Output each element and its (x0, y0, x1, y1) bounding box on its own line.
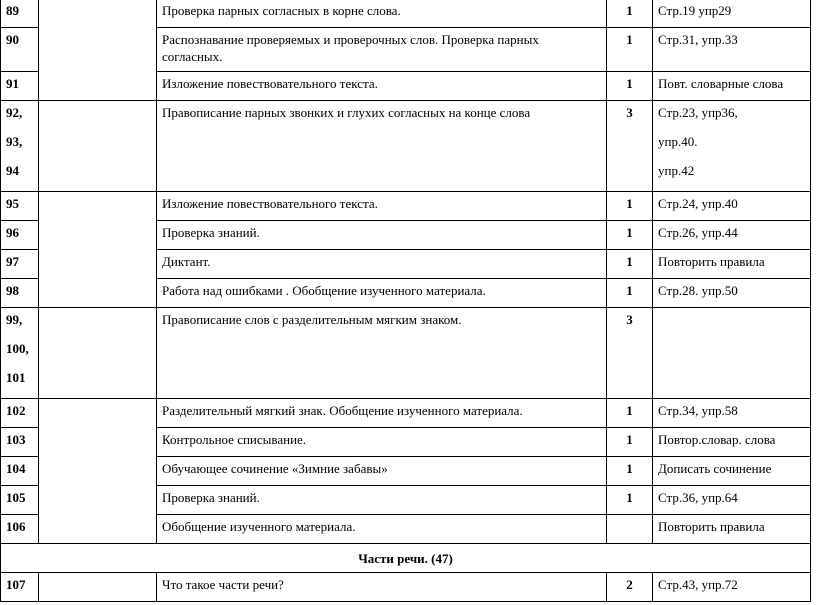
lesson-hours: 1 (607, 72, 653, 101)
table-row (1, 0, 811, 28)
lesson-number: 103 (1, 428, 39, 457)
lesson-hours: 3 (607, 308, 653, 399)
lesson-topic: Правописание слов с разделительным мягким знаком. (157, 308, 607, 399)
lesson-number: 102 (1, 399, 39, 428)
lesson-number: 97 (1, 250, 39, 279)
lesson-number-part: 99, (6, 312, 23, 327)
lesson-topic: Распознавание проверяемых и проверочных слов. Проверка парных согласных. (157, 28, 607, 72)
homework: Стр.28. упр.50 (653, 279, 811, 308)
homework: Стр.19 упр29 (653, 0, 811, 28)
date-cell (39, 101, 157, 192)
lesson-hours: 1 (607, 399, 653, 428)
lesson-hours: 1 (607, 486, 653, 515)
table-row (1, 101, 811, 192)
date-cell (39, 0, 157, 101)
homework: Стр.24, упр.40 (653, 192, 811, 221)
homework-part: упр.40. (658, 134, 698, 149)
table-row (1, 308, 811, 399)
homework: Дописать сочинение (653, 457, 811, 486)
lesson-number: 91 (1, 72, 39, 101)
lesson-number-part: 93, (6, 134, 23, 149)
date-cell (39, 192, 157, 308)
lesson-topic: Что такое части речи? (157, 573, 607, 602)
lesson-hours: 1 (607, 0, 653, 28)
homework: Стр.31, упр.33 (653, 28, 811, 72)
lesson-number: 98 (1, 279, 39, 308)
homework: Повтор.словар. слова (653, 428, 811, 457)
lesson-number: 95 (1, 192, 39, 221)
homework: Повторить правила (653, 250, 811, 279)
lesson-number-part: 101 (6, 370, 26, 385)
lesson-topic: Обобщение изученного материала. (157, 515, 607, 544)
table-row (1, 192, 811, 221)
lesson-number: 105 (1, 486, 39, 515)
homework: Стр.26, упр.44 (653, 221, 811, 250)
lesson-topic: Контрольное списывание. (157, 428, 607, 457)
lesson-number: 96 (1, 221, 39, 250)
date-cell (39, 573, 157, 602)
lesson-number: 107 (1, 573, 39, 602)
lesson-number (1, 101, 39, 192)
lesson-topic: Разделительный мягкий знак. Обобщение изученного материала. (157, 399, 607, 428)
lesson-hours: 1 (607, 457, 653, 486)
lesson-topic: Изложение повествовательного текста. (157, 192, 607, 221)
lesson-topic: Изложение повествовательного текста. (157, 72, 607, 101)
lesson-hours: 1 (607, 221, 653, 250)
homework: Стр.43, упр.72 (653, 573, 811, 602)
lesson-number: 104 (1, 457, 39, 486)
lesson-topic: Обучающее сочинение «Зимние забавы» (157, 457, 607, 486)
lesson-hours: 1 (607, 192, 653, 221)
lesson-number: 106 (1, 515, 39, 544)
date-cell (39, 308, 157, 399)
lesson-number (1, 308, 39, 399)
lesson-hours: 1 (607, 279, 653, 308)
homework (653, 101, 811, 192)
homework-part: Стр.23, упр36, (658, 105, 738, 120)
lesson-number-part: 92, (6, 105, 23, 120)
homework: Стр.36, упр.64 (653, 486, 811, 515)
lesson-hours: 1 (607, 428, 653, 457)
lesson-hours: 1 (607, 250, 653, 279)
lesson-number: 89 (1, 0, 39, 28)
lesson-topic: Проверка знаний. (157, 221, 607, 250)
homework: Повт. словарные слова (653, 72, 811, 101)
lesson-topic: Проверка парных согласных в корне слова. (157, 0, 607, 28)
section-header-row (1, 544, 811, 573)
section-title: Части речи. (47) (1, 544, 811, 573)
date-cell (39, 399, 157, 544)
homework: Стр.34, упр.58 (653, 399, 811, 428)
lesson-topic: Диктант. (157, 250, 607, 279)
homework: Повторить правила (653, 515, 811, 544)
lesson-hours: 1 (607, 28, 653, 72)
table-row (1, 573, 811, 602)
lesson-number: 90 (1, 28, 39, 72)
lesson-number-part: 100, (6, 341, 29, 356)
lesson-topic: Работа над ошибками . Обобщение изученного материала. (157, 279, 607, 308)
homework (653, 308, 811, 399)
lesson-hours (607, 515, 653, 544)
lesson-number-part: 94 (6, 163, 19, 178)
table-row (1, 399, 811, 428)
homework-part: упр.42 (658, 163, 695, 178)
lesson-topic: Правописание парных звонких и глухих согласных на конце слова (157, 101, 607, 192)
lesson-topic: Проверка знаний. (157, 486, 607, 515)
lesson-hours: 3 (607, 101, 653, 192)
lesson-hours: 2 (607, 573, 653, 602)
